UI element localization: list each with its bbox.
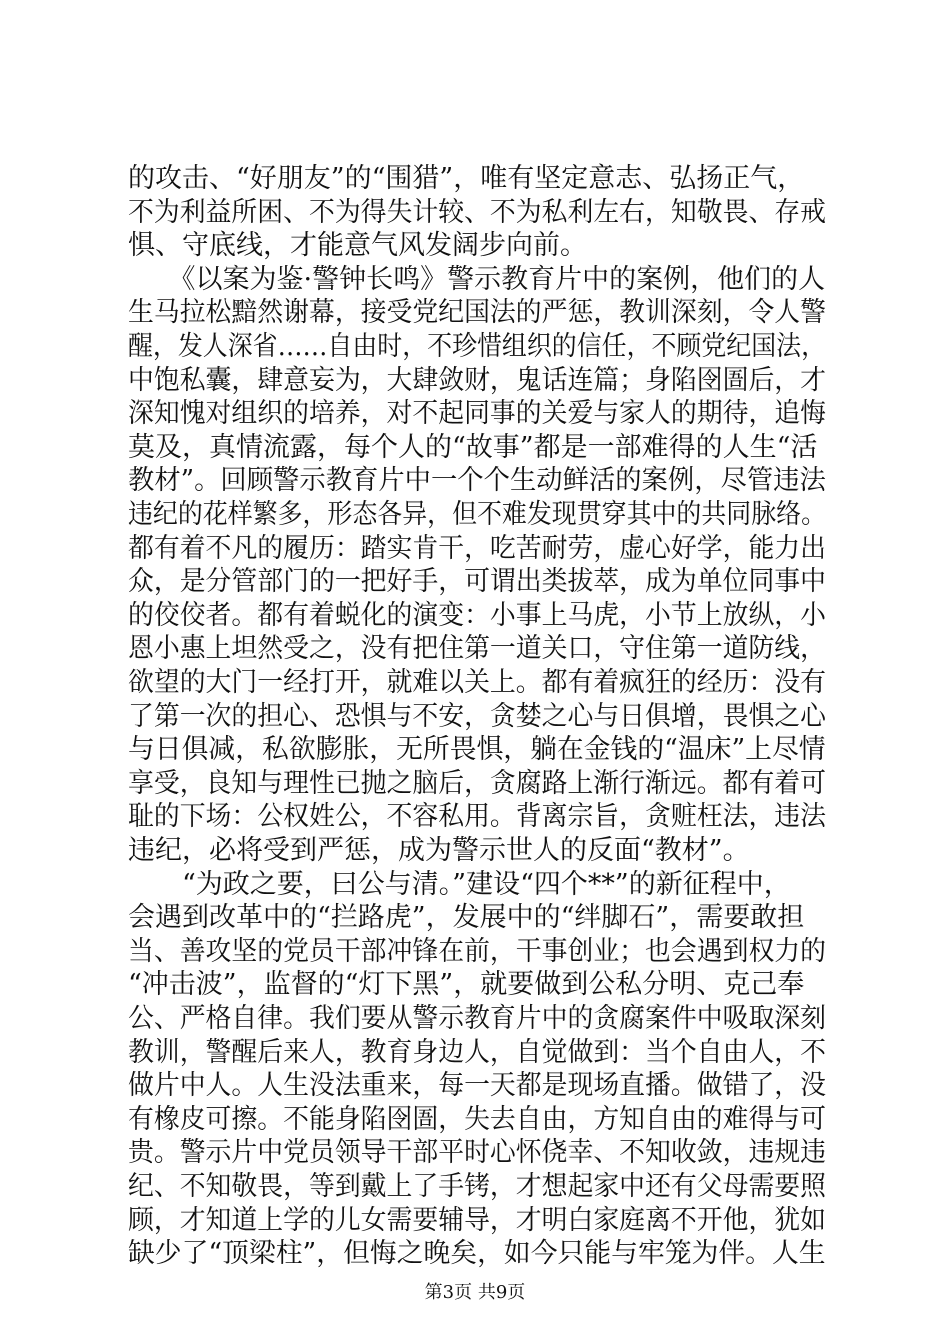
text-line: 醒，发人深省……自由时，不珍惜组织的信任，不顾党纪国法， (128, 331, 826, 362)
text-line: 享受，良知与理性已抛之脑后，贪腐路上渐行渐远。都有着可 (128, 767, 826, 799)
text-line: 欲望的大门一经打开，就难以关上。都有着疯狂的经历：没有 (128, 667, 826, 698)
text-line: 《以案为鉴·警钟长鸣》警示教育片中的案例，他们的人 (128, 263, 826, 295)
page-footer: 第3页 共9页 (424, 1282, 526, 1303)
text-line: 惧、守底线，才能意气风发阔步向前。 (128, 230, 587, 262)
text-line: “为政之要，曰公与清。”建设“四个**”的新征程中， (128, 868, 791, 900)
text-line: 的佼佼者。都有着蜕化的演变：小事上马虎，小节上放纵，小 (128, 599, 826, 631)
text-line: 恩小惠上坦然受之，没有把住第一道关口，守住第一道防线， (128, 633, 826, 665)
text-line: 顾，才知道上学的儿女需要辅导，才明白家庭离不开他，犹如 (128, 1204, 826, 1236)
text-line: 公、严格自律。我们要从警示教育片中的贪腐案件中吸取深刻 (128, 1003, 826, 1034)
text-line: 耻的下场：公权姓公，不容私用。背离宗旨，贪赃枉法，违法 (128, 801, 826, 833)
text-line: 深知愧对组织的培养，对不起同事的关爱与家人的期待，追悔 (128, 398, 826, 430)
text-line: “冲击波”，监督的“灯下黑”，就要做到公私分明、克己奉 (128, 969, 805, 1001)
text-line: 的攻击、“好朋友”的“围猎”，唯有坚定意志、弘扬正气， (128, 163, 805, 194)
text-line: 莫及，真情流露，每个人的“故事”都是一部难得的人生“活 (128, 431, 818, 463)
text-line: 教训，警醒后来人，教育身边人，自觉做到：当个自由人，不 (128, 1036, 826, 1068)
text-line: 与日俱减，私欲膨胀，无所畏惧，躺在金钱的“温床”上尽情 (128, 734, 826, 766)
text-line: 贵。警示片中党员领导干部平时心怀侥幸、不知收敛，违规违 (128, 1137, 826, 1169)
text-line: 当、善攻坚的党员干部冲锋在前，干事创业；也会遇到权力的 (128, 935, 826, 967)
text-line: 生马拉松黯然谢幕，接受党纪国法的严惩，教训深刻，令人警 (128, 297, 826, 329)
text-line: 中饱私囊，肆意妄为，大肆敛财，鬼话连篇；身陷囹圄后，才 (128, 364, 826, 396)
text-line: 缺少了“顶梁柱”，但悔之晚矣，如今只能与牢笼为伴。人生 (128, 1238, 826, 1270)
text-line: 了第一次的担心、恐惧与不安，贪婪之心与日俱增，畏惧之心 (128, 700, 826, 732)
text-line: 做片中人。人生没法重来，每一天都是现场直播。做错了，没 (128, 1070, 826, 1102)
text-line: 众，是分管部门的一把好手，可谓出类拔萃，成为单位同事中 (128, 566, 826, 598)
text-line: 会遇到改革中的“拦路虎”，发展中的“绊脚石”，需要敢担 (128, 902, 805, 934)
text-line: 有橡皮可擦。不能身陷囹圄，失去自由，方知自由的难得与可 (128, 1103, 826, 1135)
text-line: 纪、不知敬畏，等到戴上了手铐，才想起家中还有父母需要照 (128, 1171, 826, 1202)
text-line: 不为利益所困、不为得失计较、不为私利左右，知敬畏、存戒 (128, 196, 826, 228)
text-line: 教材”。回顾警示教育片中一个个生动鲜活的案例，尽管违法 (128, 465, 826, 497)
text-line: 都有着不凡的履历：踏实肯干，吃苦耐劳，虚心好学，能力出 (128, 532, 826, 564)
text-line: 违纪的花样繁多，形态各异，但不难发现贯穿其中的共同脉络。 (128, 499, 826, 530)
text-line: 违纪，必将受到严惩，成为警示世人的反面“教材”。 (128, 835, 750, 866)
